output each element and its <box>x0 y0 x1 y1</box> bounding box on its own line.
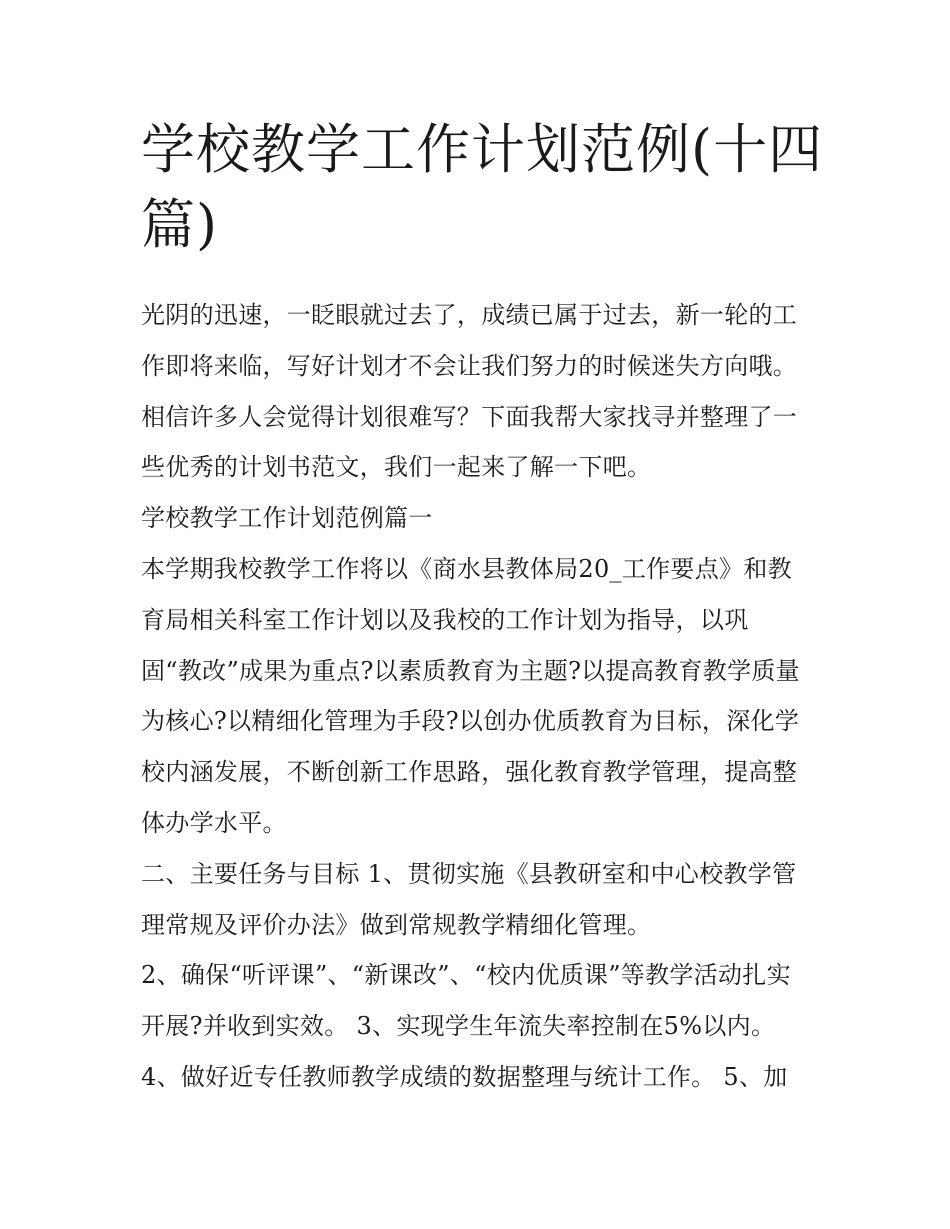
text-line: 作即将来临，写好计划才不会让我们努力的时候迷失方向哦。 <box>141 351 798 380</box>
text-line: 学校教学工作计划范例篇一 <box>141 504 433 533</box>
intro-paragraph <box>141 290 821 493</box>
text-line: 2、确保“听评课”、“新课改”、“校内优质课”等教学活动扎实 <box>141 961 791 990</box>
body-paragraph <box>141 544 821 849</box>
text-line: 理常规及评价办法》做到常规教学精细化管理。 <box>141 910 652 939</box>
section-heading <box>141 493 821 544</box>
text-line: 4、做好近专任教师教学成绩的数据整理与统计工作。 5、加 <box>141 1062 788 1091</box>
text-line: 开展?并收到实效。 3、实现学生年流失率控制在5%以内。 <box>141 1012 776 1041</box>
document-page <box>141 112 824 1103</box>
text-line: 些优秀的计划书范文，我们一起来了解一下吧。 <box>141 453 652 482</box>
text-line: 校内涵发展，不断创新工作思路，强化教育教学管理，提高整 <box>141 758 798 787</box>
body-paragraph <box>141 950 821 1052</box>
text-line: 育局相关科室工作计划以及我校的工作计划为指导，以巩 <box>141 605 749 634</box>
document-body <box>141 290 821 1103</box>
text-line: 为核心?以精细化管理为手段?以创办优质教育为目标，深化学 <box>141 707 800 736</box>
document-title <box>141 112 824 262</box>
text-line: 光阴的迅速，一眨眼就过去了，成绩已属于过去，新一轮的工 <box>141 301 798 329</box>
text-line: 二、主要任务与目标 1、贯彻实施《县教研室和中心校教学管 <box>141 859 797 888</box>
text-line: 本学期我校教学工作将以《商水县教体局20_工作要点》和教 <box>141 554 792 583</box>
body-paragraph <box>141 1052 821 1103</box>
title-line: 学校教学工作计划范例(十四 <box>141 118 824 181</box>
title-line: 篇) <box>141 193 219 256</box>
text-line: 相信许多人会觉得计划很难写？下面我帮大家找寻并整理了一 <box>141 402 798 431</box>
text-line: 固“教改”成果为重点?以素质教育为主题?以提高教育教学质量 <box>141 656 800 685</box>
body-paragraph <box>141 849 821 951</box>
text-line: 体办学水平。 <box>141 808 287 837</box>
